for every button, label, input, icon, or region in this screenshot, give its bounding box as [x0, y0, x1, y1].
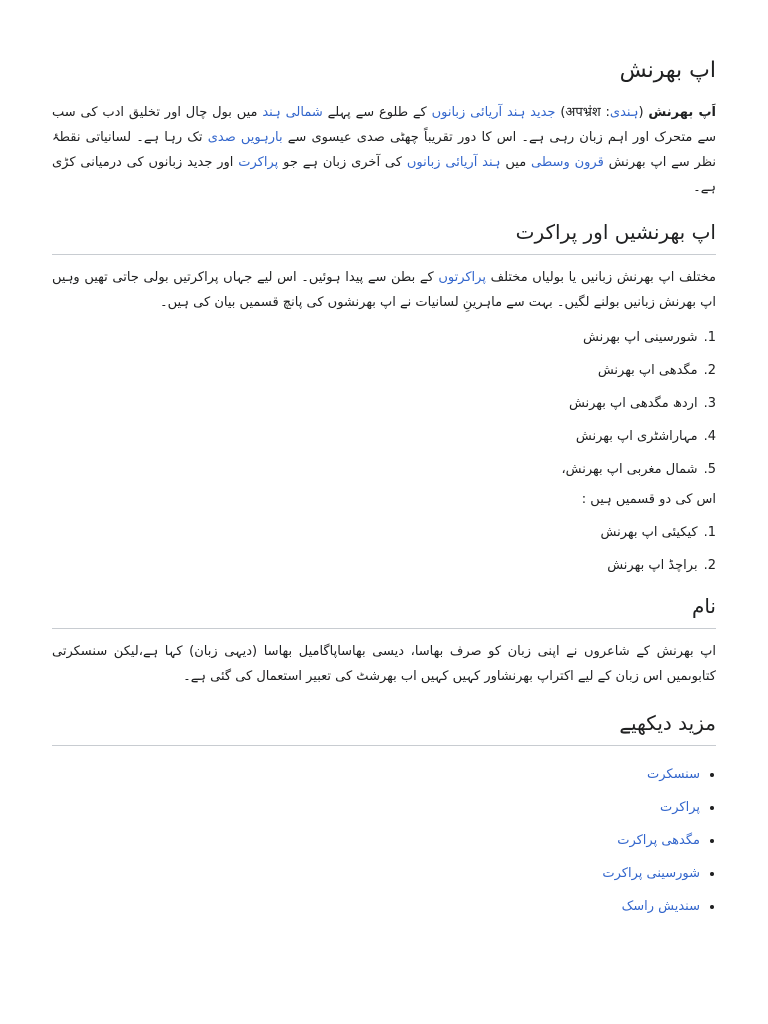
intro-text: میں	[500, 155, 532, 170]
intro-text: (	[638, 105, 649, 120]
list-text: مگدھی اپ بھرنش	[597, 363, 698, 378]
list-text: کیکیئی اپ بھرنش	[600, 525, 698, 540]
link-prakrit[interactable]: پراکرت	[238, 155, 279, 170]
sub-intro-text: اس کی دو قسمیں ہیں :	[581, 492, 716, 507]
list-number: 2.	[703, 558, 716, 573]
link-hindi[interactable]: ہندی	[609, 105, 639, 120]
bold-term: اَپ بھرنش	[648, 105, 716, 120]
section-paragraph	[52, 265, 716, 315]
list-item	[52, 549, 716, 582]
section-paragraph: اپ بھرنش کے شاعروں نے اپنی زبان کو صرف بھاسا، دیسی بھاساپاگامیل بھاسا (دیہی زبان) کہا ہے،لیکن سنسکرتی کتابوںمیں اس زبان کے لیے اکتراپ بھرنشاور کہیں کہیں اب بھرشٹ کی تعبیر استعمال کی گئی ہے۔	[52, 644, 716, 684]
list-item	[52, 387, 716, 420]
list-item	[52, 824, 700, 857]
see-also-link[interactable]: شورسینی پراکرت	[602, 866, 700, 881]
list-text: شمال مغربی اپ بھرنش،	[561, 462, 698, 477]
list-text: براچڈ اپ بھرنش	[607, 558, 698, 573]
subtypes-list	[52, 516, 716, 582]
intro-text: میں بول چال اور تخلیق ادب کی سب سے متحرک اور اہم زبان رہی ہے۔ اس کا دور تقریباً چھٹی صدی عیسوی سے	[52, 105, 716, 145]
page-title: اپ بھرنش	[619, 58, 716, 83]
list-number: 4.	[703, 429, 716, 444]
list-number: 1.	[703, 525, 716, 540]
intro-text: )	[555, 105, 566, 120]
devanagari-term: अपभ्रंश	[565, 105, 601, 120]
list-item	[52, 791, 700, 824]
article	[52, 0, 716, 923]
list-number: 5.	[703, 462, 716, 477]
intro-text: کے طلوع سے پہلے	[322, 105, 432, 120]
list-number: 2.	[703, 363, 716, 378]
intro-text: اور جدید زبانوں کی درمیانی کڑی ہے۔	[52, 155, 716, 195]
see-also-link[interactable]: سنسکرت	[646, 767, 700, 782]
types-list	[52, 321, 716, 486]
paragraph-text: کے بطن سے پیدا ہوئیں۔ اس لیے جہاں پراکرتیں بولی جاتی تھیں وہیں اپ بھرنش زبانیں بولنے لگیں۔ بہت سے ماہرینِ لسانیات نے اپ بھرنشوں کی پانچ قسمیں بیان کی ہیں۔	[52, 270, 716, 310]
section-heading: مزید دیکھیے	[52, 709, 716, 746]
section-heading: نام	[52, 592, 716, 629]
section-heading: اپ بھرنشیں اور پراکرت	[52, 218, 716, 255]
intro-text: :	[600, 105, 610, 120]
paragraph-text: مختلف اپ بھرنش زبانیں یا بولیاں مختلف	[485, 270, 716, 285]
link-prakrits[interactable]: پراکرتوں	[438, 270, 486, 285]
intro-paragraph	[52, 100, 716, 200]
list-item	[52, 516, 716, 549]
list-item	[52, 857, 700, 890]
list-item	[52, 453, 716, 486]
section-name	[52, 592, 716, 689]
list-item	[52, 354, 716, 387]
list-item	[52, 758, 700, 791]
see-also-link[interactable]: سندیش راسک	[621, 899, 700, 914]
see-also-link[interactable]: پراکرت	[659, 800, 700, 815]
list-text: شورسینی اپ بھرنش	[583, 330, 698, 345]
section-see-also	[52, 709, 716, 923]
list-number: 3.	[703, 396, 716, 411]
section-apabhramsha-prakrit	[52, 218, 716, 582]
link-indo-aryan[interactable]: ہند آریائی زبانوں	[406, 155, 501, 170]
see-also-list	[52, 758, 716, 923]
list-text: مہاراشٹری اپ بھرنش	[575, 429, 698, 444]
intro-text: کی آخری زبان ہے جو	[278, 155, 407, 170]
list-item	[52, 420, 716, 453]
link-north-india[interactable]: شمالی ہند	[262, 105, 323, 120]
list-item	[52, 321, 716, 354]
link-modern-indo-aryan[interactable]: جدید ہند آریائی زبانوں	[431, 105, 556, 120]
see-also-link[interactable]: مگدھی پراکرت	[617, 833, 700, 848]
link-12th-century[interactable]: بارہویں صدی	[207, 130, 283, 145]
list-item	[52, 890, 700, 923]
intro-text: تک رہا ہے۔ لسانیاتی نقطۂ نظر سے اپ بھرنش	[52, 130, 717, 170]
link-middle-ages[interactable]: قرون وسطی	[531, 155, 604, 170]
list-text: اردھ مگدھی اپ بھرنش	[568, 396, 698, 411]
list-number: 1.	[703, 330, 716, 345]
